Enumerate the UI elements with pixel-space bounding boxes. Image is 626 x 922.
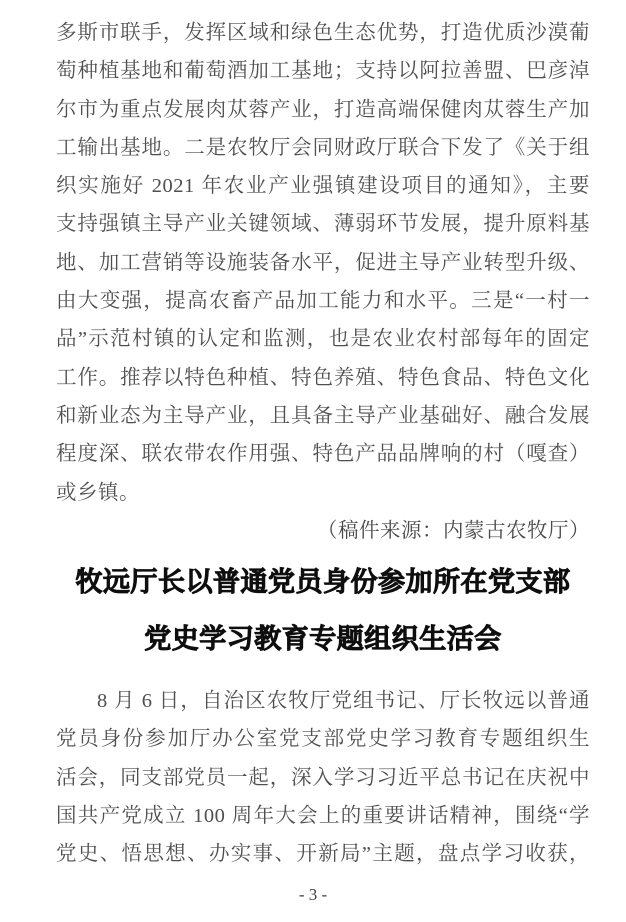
text-line: 萄种植基地和葡萄酒加工基地；支持以阿拉善盟、巴彦淖 [56, 60, 590, 83]
text-line: 品”示范村镇的认定和监测，也是农业农村部每年的固定 [56, 328, 590, 351]
text-line: 工作。推荐以特色种植、特色养殖、特色食品、特色文化 [56, 366, 590, 389]
text-line: 织实施好 2021 年农业产业强镇建设项目的通知》，主要 [56, 175, 590, 198]
text-line: 国共产党成立 100 周年大会上的重要讲话精神，围绕“学 [56, 805, 590, 828]
attribution-line: （稿件来源：内蒙古农牧厅） [317, 519, 590, 542]
text-line: 支持强镇主导产业关键领域、薄弱环节发展，提升原料基 [56, 213, 590, 236]
page-content [56, 14, 590, 874]
body-paragraph-1 [56, 14, 590, 512]
text-line: 多斯市联手，发挥区域和绿色生态优势，打造优质沙漠葡 [56, 22, 590, 44]
text-line: 和新业态为主导产业，且具备主导产业基础好、融合发展 [56, 404, 590, 427]
text-line: 活会，同支部党员一起，深入学习习近平总书记在庆祝中 [56, 766, 590, 789]
article-title-line2: 党史学习教育专题组织生活会 [144, 624, 502, 655]
text-line: 8 月 6 日，自治区农牧厅党组书记、厅长牧远以普通 [97, 690, 590, 713]
text-line: 由大变强，提高农畜产品加工能力和水平。三是“一村一 [56, 290, 590, 313]
text-line: 程度深、联农带农作用强、特色产品品牌响的村（嘎查） [56, 443, 590, 466]
page-number: - 3 - [298, 885, 328, 904]
text-line: 党员身份参加厅办公室党支部党史学习教育专题组织生 [56, 728, 590, 751]
text-line: 或乡镇。 [56, 481, 140, 504]
text-line: 党史、悟思想、办实事、开新局”主题，盘点学习收获， [56, 843, 590, 866]
text-line: 地、加工营销等设施装备水平，促进主导产业转型升级、 [56, 251, 590, 274]
text-line: 尔市为重点发展肉苁蓉产业，打造高端保健肉苁蓉生产加 [56, 98, 590, 121]
text-line: 工输出基地。二是农牧厅会同财政厅联合下发了《关于组 [56, 136, 590, 159]
body-paragraph-2 [56, 682, 590, 873]
article-title-line1: 牧远厅长以普通党员身份参加所在党支部 [75, 567, 571, 598]
article-heading [56, 554, 590, 668]
